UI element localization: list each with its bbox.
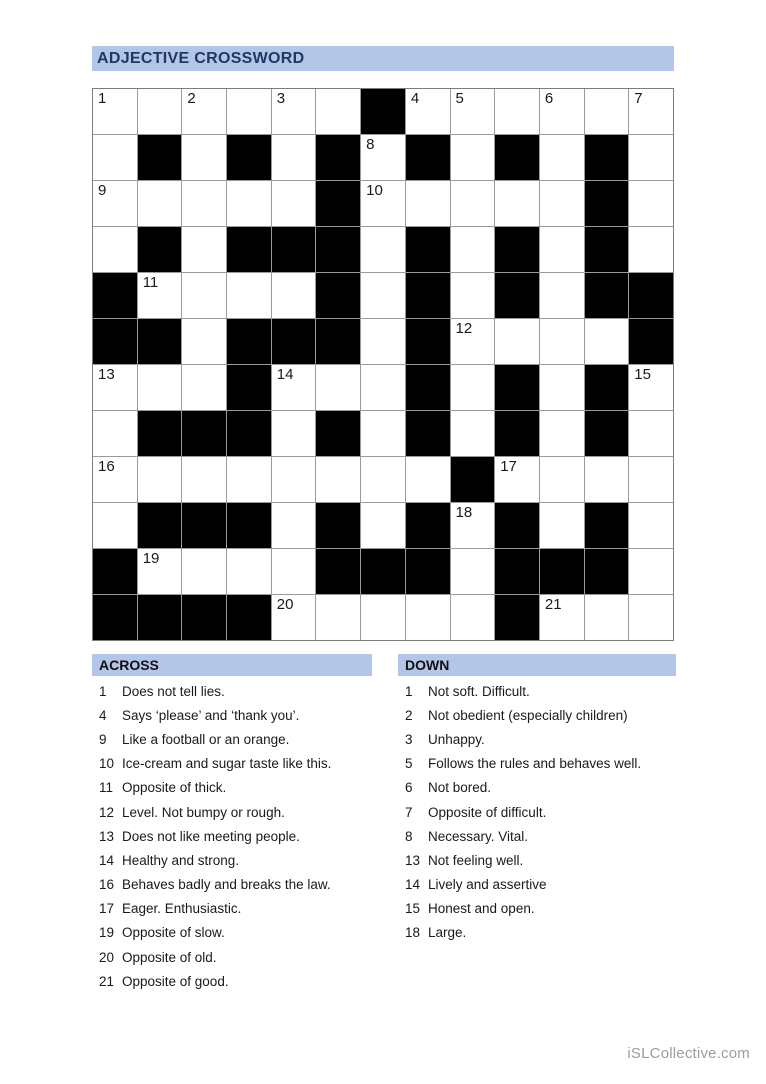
across-clue xyxy=(92,921,372,945)
across-clue xyxy=(92,752,372,776)
clue-text: Not obedient (especially children) xyxy=(428,707,628,723)
black-cell xyxy=(406,227,450,272)
across-clue xyxy=(92,703,372,727)
white-cell xyxy=(316,89,360,134)
white-cell xyxy=(451,549,495,594)
white-cell xyxy=(495,181,539,226)
islcollective-watermark: iSLCollective.com xyxy=(627,1045,750,1062)
down-clue xyxy=(398,848,676,872)
black-cell xyxy=(316,273,360,318)
white-cell xyxy=(138,457,182,502)
clue-number: 1 xyxy=(99,683,107,699)
white-cell xyxy=(93,411,137,456)
black-cell xyxy=(406,411,450,456)
white-cell xyxy=(629,365,673,410)
black-cell xyxy=(361,89,405,134)
white-cell xyxy=(629,595,673,640)
cell-number: 16 xyxy=(98,458,115,475)
white-cell xyxy=(451,181,495,226)
white-cell xyxy=(272,89,316,134)
clue-number: 14 xyxy=(99,852,115,868)
cell-number: 6 xyxy=(544,90,554,107)
white-cell xyxy=(585,319,629,364)
white-cell xyxy=(227,457,271,502)
cell-number: 3 xyxy=(276,90,286,107)
down-clue xyxy=(398,800,676,824)
black-cell xyxy=(495,411,539,456)
black-cell xyxy=(272,319,316,364)
clue-number: 12 xyxy=(99,804,115,820)
black-cell xyxy=(406,319,450,364)
black-cell xyxy=(585,411,629,456)
white-cell xyxy=(138,181,182,226)
white-cell xyxy=(629,503,673,548)
clue-number: 7 xyxy=(405,804,413,820)
across-clue xyxy=(92,873,372,897)
white-cell xyxy=(585,595,629,640)
cell-number: 4 xyxy=(410,90,420,107)
white-cell xyxy=(406,457,450,502)
clue-text: Does not like meeting people. xyxy=(122,828,300,844)
white-cell xyxy=(93,365,137,410)
black-cell xyxy=(316,549,360,594)
black-cell xyxy=(495,135,539,180)
black-cell xyxy=(495,227,539,272)
down-header: DOWN xyxy=(398,654,676,676)
black-cell xyxy=(138,595,182,640)
white-cell xyxy=(451,411,495,456)
black-cell xyxy=(406,365,450,410)
white-cell xyxy=(361,595,405,640)
white-cell xyxy=(182,273,226,318)
white-cell xyxy=(227,181,271,226)
white-cell xyxy=(585,89,629,134)
black-cell xyxy=(495,503,539,548)
clue-number: 10 xyxy=(99,756,115,772)
black-cell xyxy=(406,549,450,594)
white-cell xyxy=(406,89,450,134)
black-cell xyxy=(629,273,673,318)
black-cell xyxy=(495,273,539,318)
clue-text: Behaves badly and breaks the law. xyxy=(122,877,331,893)
across-clue xyxy=(92,945,372,969)
cell-number: 19 xyxy=(142,550,160,567)
black-cell xyxy=(138,135,182,180)
cell-number: 15 xyxy=(634,366,651,383)
clue-text: Says ‘please’ and ‘thank you’. xyxy=(122,707,300,723)
clue-number: 16 xyxy=(99,877,115,893)
clue-text: Ice-cream and sugar taste like this. xyxy=(122,756,332,772)
clue-text: Opposite of old. xyxy=(122,949,217,965)
black-cell xyxy=(93,595,137,640)
white-cell xyxy=(451,273,495,318)
clue-text: Opposite of good. xyxy=(122,973,229,989)
white-cell xyxy=(451,89,495,134)
cell-number: 1 xyxy=(98,90,107,107)
clue-text: Honest and open. xyxy=(428,901,535,917)
white-cell xyxy=(406,595,450,640)
down-clue xyxy=(398,873,676,897)
down-clue xyxy=(398,824,676,848)
clue-number: 1 xyxy=(405,683,413,699)
clue-text: Not bored. xyxy=(428,780,492,796)
white-cell xyxy=(495,319,539,364)
clue-number: 9 xyxy=(99,731,107,747)
white-cell xyxy=(182,457,226,502)
white-cell xyxy=(361,227,405,272)
across-clue xyxy=(92,776,372,800)
black-cell xyxy=(93,549,137,594)
white-cell xyxy=(629,549,673,594)
cell-number: 9 xyxy=(98,182,107,199)
white-cell xyxy=(540,135,584,180)
black-cell xyxy=(585,135,629,180)
black-cell xyxy=(451,457,495,502)
black-cell xyxy=(227,365,271,410)
white-cell xyxy=(138,273,182,318)
black-cell xyxy=(227,135,271,180)
across-header: ACROSS xyxy=(92,654,372,676)
cell-number: 7 xyxy=(634,90,643,107)
cell-number: 20 xyxy=(276,596,294,613)
across-clue xyxy=(92,897,372,921)
white-cell xyxy=(451,319,495,364)
black-cell xyxy=(316,411,360,456)
white-cell xyxy=(629,89,673,134)
black-cell xyxy=(585,503,629,548)
clue-number: 15 xyxy=(405,901,421,917)
white-cell xyxy=(182,549,226,594)
white-cell xyxy=(540,319,584,364)
white-cell xyxy=(138,549,182,594)
white-cell xyxy=(182,135,226,180)
clue-text: Opposite of difficult. xyxy=(428,804,547,820)
white-cell xyxy=(540,89,584,134)
white-cell xyxy=(361,135,405,180)
black-cell xyxy=(138,411,182,456)
cell-number: 18 xyxy=(455,504,473,521)
white-cell xyxy=(451,365,495,410)
cell-number: 12 xyxy=(455,320,473,337)
across-clue xyxy=(92,848,372,872)
across-clue xyxy=(92,824,372,848)
black-cell xyxy=(316,181,360,226)
white-cell xyxy=(540,365,584,410)
white-cell xyxy=(272,595,316,640)
white-cell xyxy=(93,135,137,180)
black-cell xyxy=(361,549,405,594)
across-clue-list xyxy=(92,679,372,993)
black-cell xyxy=(272,227,316,272)
clue-text: Like a football or an orange. xyxy=(122,731,290,747)
white-cell xyxy=(540,595,584,640)
white-cell xyxy=(629,227,673,272)
black-cell xyxy=(182,503,226,548)
clue-text: Level. Not bumpy or rough. xyxy=(122,804,285,820)
clue-text: Does not tell lies. xyxy=(122,683,225,699)
cell-number: 10 xyxy=(366,182,383,199)
black-cell xyxy=(227,411,271,456)
across-clue xyxy=(92,800,372,824)
white-cell xyxy=(272,181,316,226)
white-cell xyxy=(540,227,584,272)
clue-text: Not feeling well. xyxy=(428,852,524,868)
down-clue xyxy=(398,776,676,800)
black-cell xyxy=(585,181,629,226)
across-clue xyxy=(92,727,372,751)
white-cell xyxy=(272,457,316,502)
title-bar xyxy=(92,46,674,71)
white-cell xyxy=(451,227,495,272)
black-cell xyxy=(406,135,450,180)
white-cell xyxy=(93,227,137,272)
cell-number: 8 xyxy=(366,136,375,153)
white-cell xyxy=(182,365,226,410)
white-cell xyxy=(272,549,316,594)
black-cell xyxy=(585,549,629,594)
white-cell xyxy=(272,411,316,456)
white-cell xyxy=(272,365,316,410)
white-cell xyxy=(361,411,405,456)
white-cell xyxy=(361,365,405,410)
white-cell xyxy=(138,89,182,134)
black-cell xyxy=(227,227,271,272)
white-cell xyxy=(227,549,271,594)
black-cell xyxy=(227,503,271,548)
across-section xyxy=(92,654,372,993)
white-cell xyxy=(272,135,316,180)
white-cell xyxy=(138,365,182,410)
clue-text: Not soft. Difficult. xyxy=(428,683,530,699)
clue-number: 11 xyxy=(99,780,114,796)
white-cell xyxy=(272,273,316,318)
white-cell xyxy=(93,89,137,134)
down-clue-list xyxy=(398,679,676,945)
white-cell xyxy=(93,457,137,502)
black-cell xyxy=(316,503,360,548)
white-cell xyxy=(451,135,495,180)
black-cell xyxy=(138,319,182,364)
white-cell xyxy=(361,319,405,364)
down-clue xyxy=(398,897,676,921)
clue-number: 5 xyxy=(405,756,413,772)
page-title: ADJECTIVE CROSSWORD xyxy=(97,49,305,67)
down-clue xyxy=(398,727,676,751)
white-cell xyxy=(629,457,673,502)
across-clue xyxy=(92,679,372,703)
white-cell xyxy=(361,457,405,502)
white-cell xyxy=(93,181,137,226)
black-cell xyxy=(406,273,450,318)
white-cell xyxy=(316,595,360,640)
white-cell xyxy=(93,503,137,548)
down-clue xyxy=(398,921,676,945)
white-cell xyxy=(182,89,226,134)
white-cell xyxy=(540,457,584,502)
clue-number: 2 xyxy=(405,707,413,723)
white-cell xyxy=(540,273,584,318)
white-cell xyxy=(316,457,360,502)
black-cell xyxy=(585,227,629,272)
clue-number: 13 xyxy=(99,828,115,844)
down-section xyxy=(398,654,676,945)
clue-number: 18 xyxy=(405,925,421,941)
black-cell xyxy=(227,595,271,640)
white-cell xyxy=(227,273,271,318)
white-cell xyxy=(629,135,673,180)
white-cell xyxy=(495,457,539,502)
black-cell xyxy=(316,135,360,180)
cell-number: 17 xyxy=(500,458,517,475)
clue-text: Opposite of thick. xyxy=(122,780,227,796)
black-cell xyxy=(182,595,226,640)
black-cell xyxy=(316,319,360,364)
down-clue xyxy=(398,703,676,727)
black-cell xyxy=(316,227,360,272)
white-cell xyxy=(451,595,495,640)
clue-text: Large. xyxy=(428,925,467,941)
white-cell xyxy=(361,503,405,548)
black-cell xyxy=(138,227,182,272)
black-cell xyxy=(495,595,539,640)
clue-number: 19 xyxy=(99,925,115,941)
clue-text: Necessary. Vital. xyxy=(428,828,529,844)
white-cell xyxy=(361,181,405,226)
black-cell xyxy=(93,273,137,318)
white-cell xyxy=(272,503,316,548)
clue-text: Eager. Enthusiastic. xyxy=(122,901,242,917)
white-cell xyxy=(182,319,226,364)
clue-text: Unhappy. xyxy=(428,731,485,747)
black-cell xyxy=(138,503,182,548)
black-cell xyxy=(495,365,539,410)
black-cell xyxy=(182,411,226,456)
cell-number: 11 xyxy=(142,274,159,291)
clue-number: 3 xyxy=(405,731,413,747)
white-cell xyxy=(182,181,226,226)
cell-number: 5 xyxy=(455,90,464,107)
white-cell xyxy=(629,181,673,226)
clue-text: Healthy and strong. xyxy=(122,852,240,868)
black-cell xyxy=(585,365,629,410)
white-cell xyxy=(540,411,584,456)
clue-number: 8 xyxy=(405,828,413,844)
white-cell xyxy=(451,503,495,548)
white-cell xyxy=(406,181,450,226)
white-cell xyxy=(585,457,629,502)
clue-number: 4 xyxy=(99,707,107,723)
clue-text: Follows the rules and behaves well. xyxy=(428,756,642,772)
black-cell xyxy=(540,549,584,594)
black-cell xyxy=(629,319,673,364)
white-cell xyxy=(227,89,271,134)
cell-number: 2 xyxy=(187,90,196,107)
black-cell xyxy=(585,273,629,318)
black-cell xyxy=(406,503,450,548)
crossword-grid xyxy=(92,88,674,641)
white-cell xyxy=(629,411,673,456)
across-clue xyxy=(92,969,372,993)
cell-number: 14 xyxy=(276,366,294,383)
down-clue xyxy=(398,752,676,776)
clue-number: 13 xyxy=(405,852,421,868)
white-cell xyxy=(495,89,539,134)
cell-number: 13 xyxy=(98,366,115,383)
clue-number: 21 xyxy=(99,973,115,989)
white-cell xyxy=(361,273,405,318)
down-clue xyxy=(398,679,676,703)
white-cell xyxy=(540,181,584,226)
clue-number: 17 xyxy=(99,901,115,917)
white-cell xyxy=(182,227,226,272)
black-cell xyxy=(495,549,539,594)
black-cell xyxy=(93,319,137,364)
clue-number: 14 xyxy=(405,877,421,893)
clue-number: 20 xyxy=(99,949,115,965)
white-cell xyxy=(316,365,360,410)
white-cell xyxy=(540,503,584,548)
clue-number: 6 xyxy=(405,780,413,796)
cell-number: 21 xyxy=(544,596,562,613)
clue-text: Opposite of slow. xyxy=(122,925,225,941)
clue-text: Lively and assertive xyxy=(428,877,547,893)
black-cell xyxy=(227,319,271,364)
